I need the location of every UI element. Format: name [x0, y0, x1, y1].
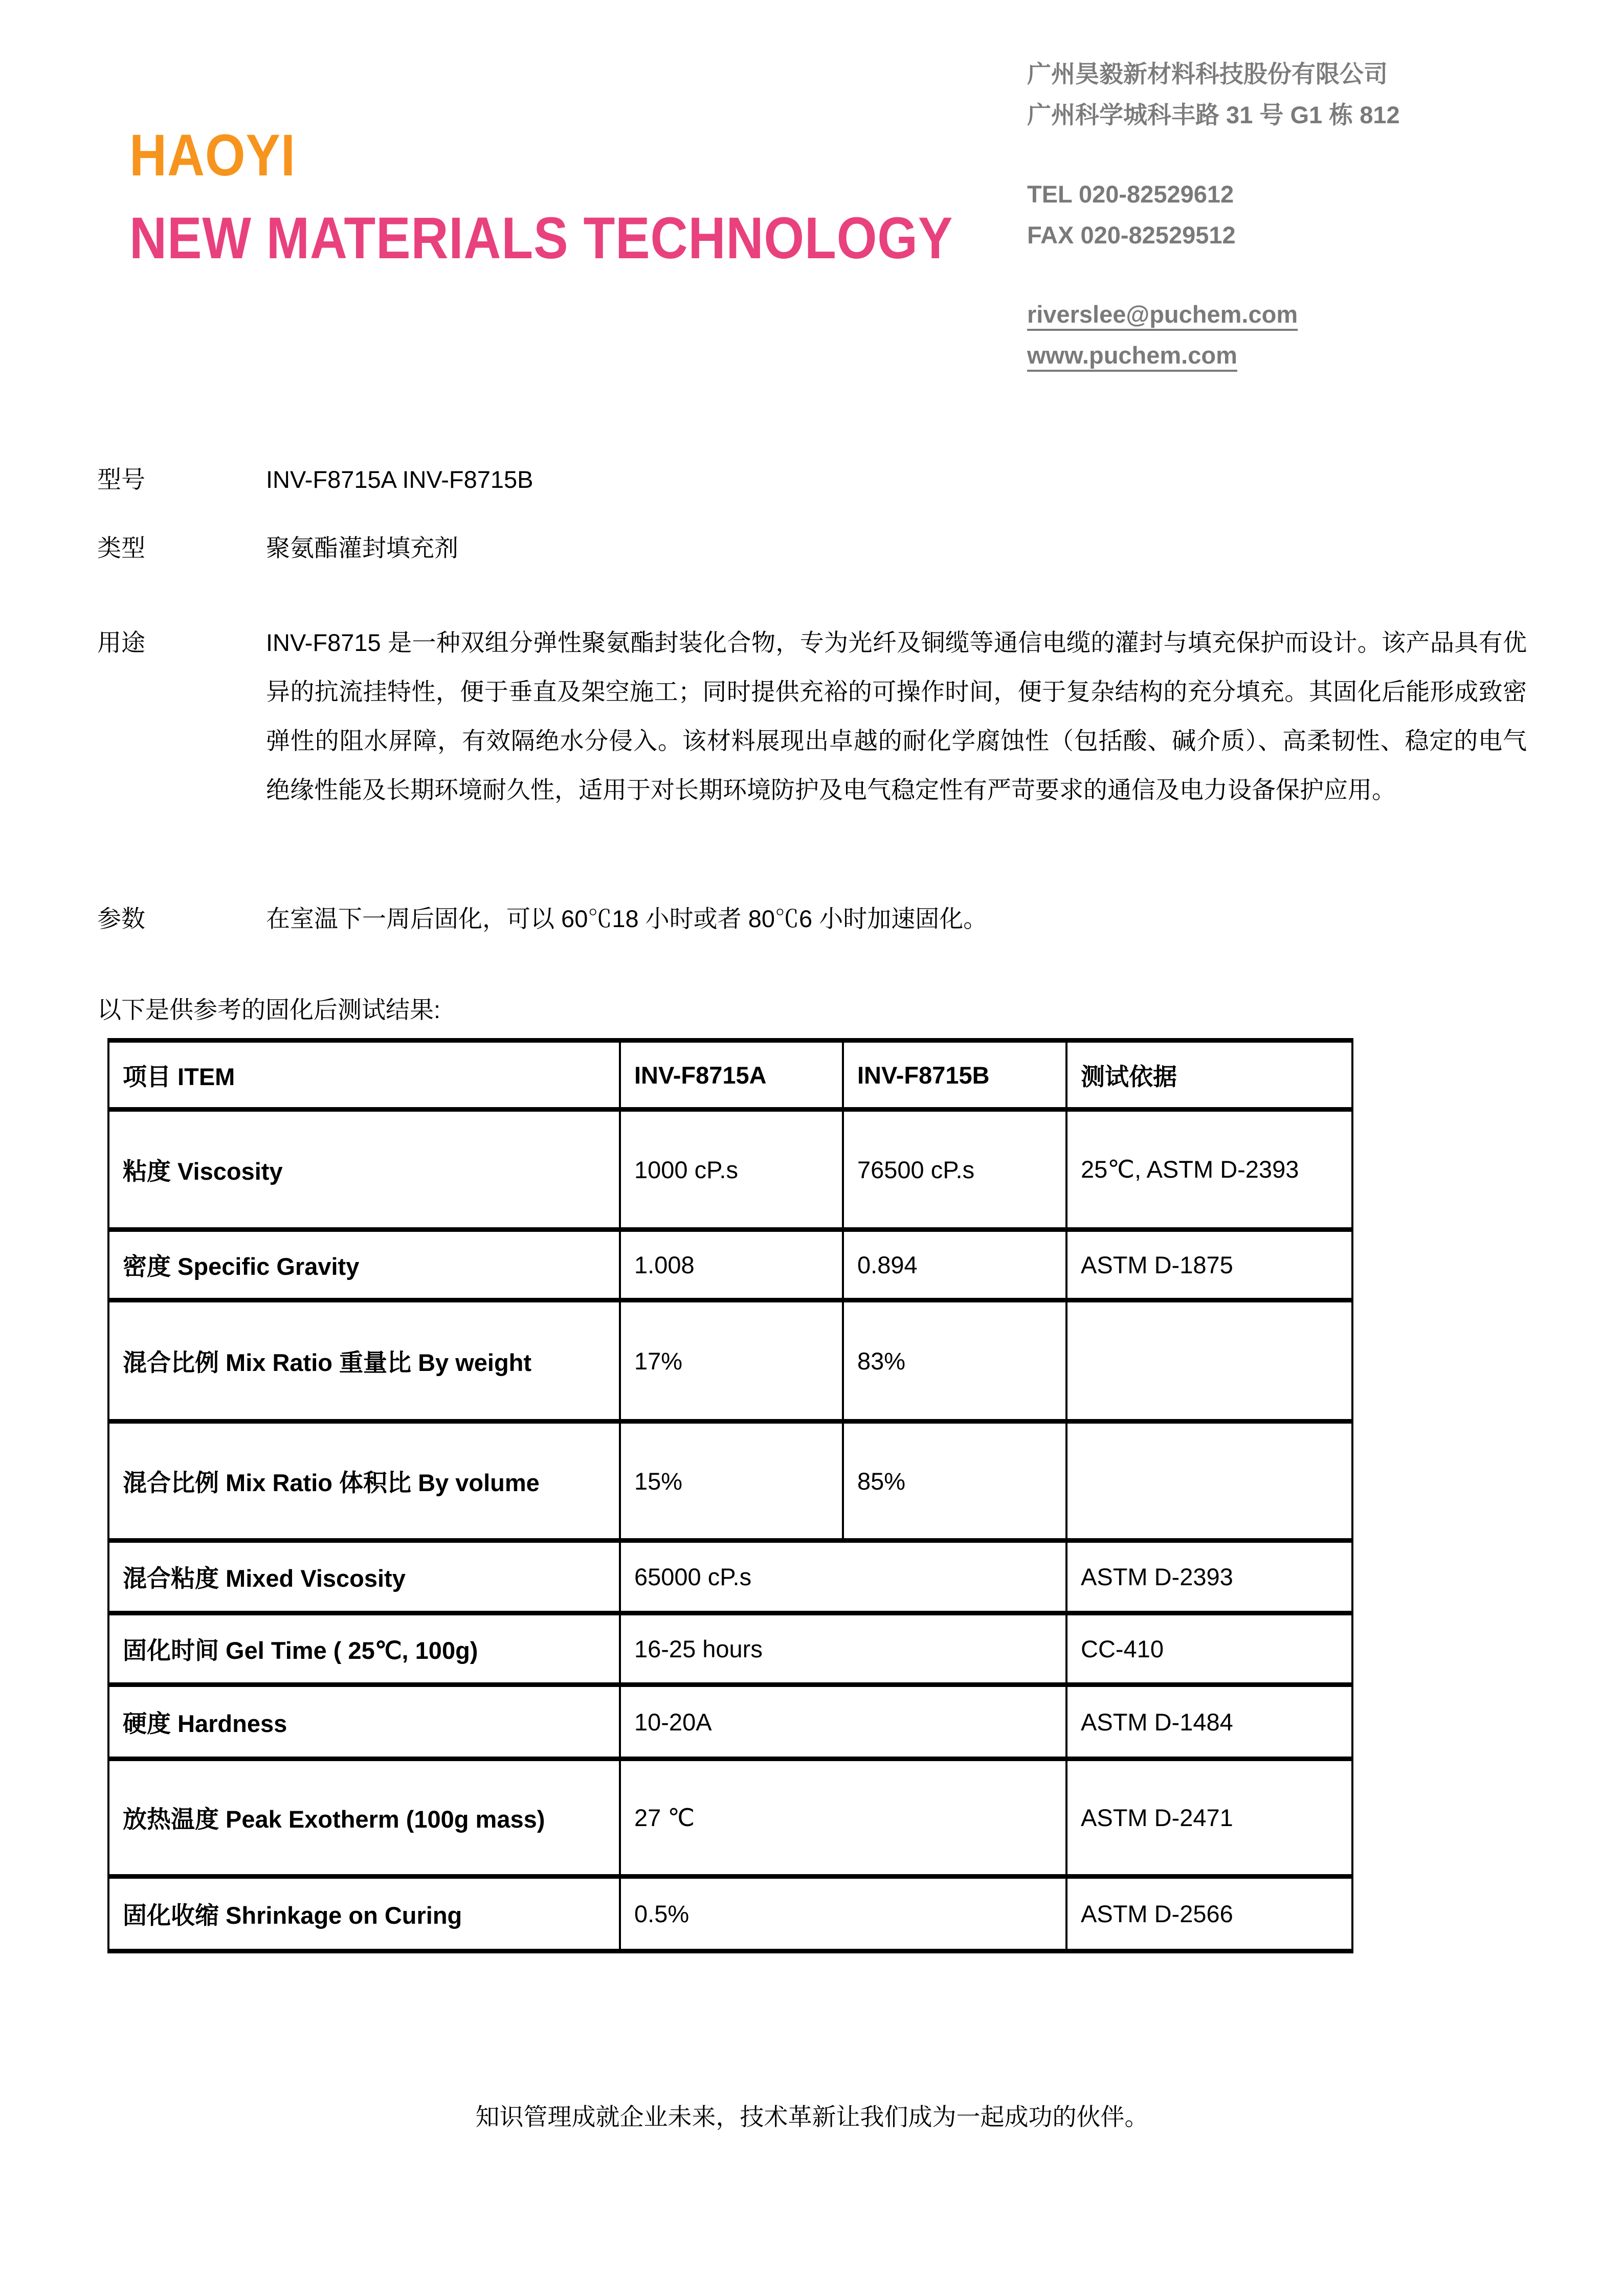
table-header-a: INV-F8715A [620, 1041, 843, 1110]
table-cell-item: 固化时间 Gel Time ( 25℃, 100g) [108, 1613, 620, 1685]
company-website-link[interactable]: www.puchem.com [1027, 342, 1237, 369]
table-cell-ref: ASTM D-1484 [1066, 1685, 1352, 1759]
company-tel: TEL 020-82529612 [1027, 181, 1234, 208]
table-row-shrinkage [108, 1877, 1352, 1951]
field-model [97, 455, 1527, 504]
table-cell-value-a: 1000 cP.s [620, 1110, 843, 1230]
table-cell-item: 混合粘度 Mixed Viscosity [108, 1541, 620, 1613]
footer-slogan: 知识管理成就企业未来，技术革新让我们成为一起成功的伙伴。 [475, 2103, 1149, 2130]
table-row-mix-ratio-weight [108, 1300, 1352, 1422]
table-header-item: 项目 ITEM [108, 1041, 620, 1110]
company-address: 广州科学城科丰路 31 号 G1 栋 812 [1027, 101, 1400, 128]
table-cell-value-merged: 16-25 hours [620, 1613, 1066, 1685]
company-fax: FAX 020-82529512 [1027, 221, 1236, 249]
logo-line2: NEW MATERIALS TECHNOLOGY [129, 206, 953, 271]
table-cell-ref: ASTM D-2393 [1066, 1541, 1352, 1613]
logo-line1: HAOYI [129, 123, 296, 188]
table-cell-item: 放热温度 Peak Exotherm (100g mass) [108, 1759, 620, 1877]
table-cell-item: 固化收缩 Shrinkage on Curing [108, 1877, 620, 1951]
field-type [97, 524, 1527, 573]
table-cell-item: 混合比例 Mix Ratio 体积比 By volume [108, 1422, 620, 1541]
table-cell-item: 硬度 Hardness [108, 1685, 620, 1759]
company-email-link[interactable]: riverslee@puchem.com [1027, 301, 1298, 328]
field-params-value: 在室温下一周后固化，可以 60℃18 小时或者 80℃6 小时加速固化。 [266, 905, 988, 932]
company-logo [129, 123, 1065, 271]
table-cell-value-merged: 65000 cP.s [620, 1541, 1066, 1613]
field-type-label: 类型 [97, 534, 145, 561]
table-cell-ref [1066, 1422, 1352, 1541]
field-model-value: INV-F8715A INV-F8715B [266, 466, 533, 493]
table-cell-item: 粘度 Viscosity [108, 1110, 620, 1230]
table-cell-value-a: 17% [620, 1300, 843, 1422]
table-cell-value-merged: 0.5% [620, 1877, 1066, 1951]
field-params-label: 参数 [97, 905, 145, 932]
table-cell-ref: CC-410 [1066, 1613, 1352, 1685]
results-table [107, 1038, 1353, 1953]
table-row-gel-time [108, 1613, 1352, 1685]
table-row-specific-gravity [108, 1230, 1352, 1300]
field-model-label: 型号 [97, 466, 145, 493]
field-usage-value: INV-F8715 是一种双组分弹性聚氨酯封装化合物，专为光纤及铜缆等通信电缆的灌封与填充保护而设计。该产品具有优异的抗流挂特性，便于垂直及架空施工；同时提供充裕的可操作时间，便于复杂结构的充分填充。其固化后能形成致密弹性的阻水屏障，有效隔绝水分侵入。该材料展现出卓越的耐化学腐蚀性（包括酸、碱介质）、高柔韧性、稳定的电气绝缘性能及长期环境耐久性，适用于对长期环境防护及电气稳定性有严苛要求的通信及电力设备保护应用。 [266, 629, 1527, 803]
table-header-row [108, 1041, 1352, 1110]
table-row-viscosity [108, 1110, 1352, 1230]
table-cell-ref: 25℃, ASTM D-2393 [1066, 1110, 1352, 1230]
field-usage-label: 用途 [97, 629, 145, 656]
company-name: 广州昊毅新材料科技股份有限公司 [1027, 60, 1388, 87]
table-cell-value-a: 15% [620, 1422, 843, 1541]
table-row-peak-exotherm [108, 1759, 1352, 1877]
table-row-mixed-viscosity [108, 1541, 1352, 1613]
table-cell-value-merged: 27 ℃ [620, 1759, 1066, 1877]
table-cell-item: 密度 Specific Gravity [108, 1230, 620, 1300]
table-cell-ref: ASTM D-2566 [1066, 1877, 1352, 1951]
table-cell-value-a: 1.008 [620, 1230, 843, 1300]
table-cell-item: 混合比例 Mix Ratio 重量比 By weight [108, 1300, 620, 1422]
table-row-mix-ratio-volume [108, 1422, 1352, 1541]
field-params [97, 894, 1527, 943]
field-type-value: 聚氨酯灌封填充剂 [266, 534, 458, 561]
table-cell-value-b: 83% [843, 1300, 1066, 1422]
table-cell-ref: ASTM D-2471 [1066, 1759, 1352, 1877]
table-header-ref: 测试依据 [1066, 1041, 1352, 1110]
table-cell-value-merged: 10-20A [620, 1685, 1066, 1759]
table-intro: 以下是供参考的固化后测试结果: [97, 996, 441, 1023]
field-usage [97, 618, 1527, 815]
table-row-hardness [108, 1685, 1352, 1759]
table-cell-value-b: 0.894 [843, 1230, 1066, 1300]
table-cell-ref [1066, 1300, 1352, 1422]
company-info [1027, 54, 1569, 376]
table-header-b: INV-F8715B [843, 1041, 1066, 1110]
table-cell-value-b: 76500 cP.s [843, 1110, 1066, 1230]
table-cell-ref: ASTM D-1875 [1066, 1230, 1352, 1300]
table-cell-value-b: 85% [843, 1422, 1066, 1541]
